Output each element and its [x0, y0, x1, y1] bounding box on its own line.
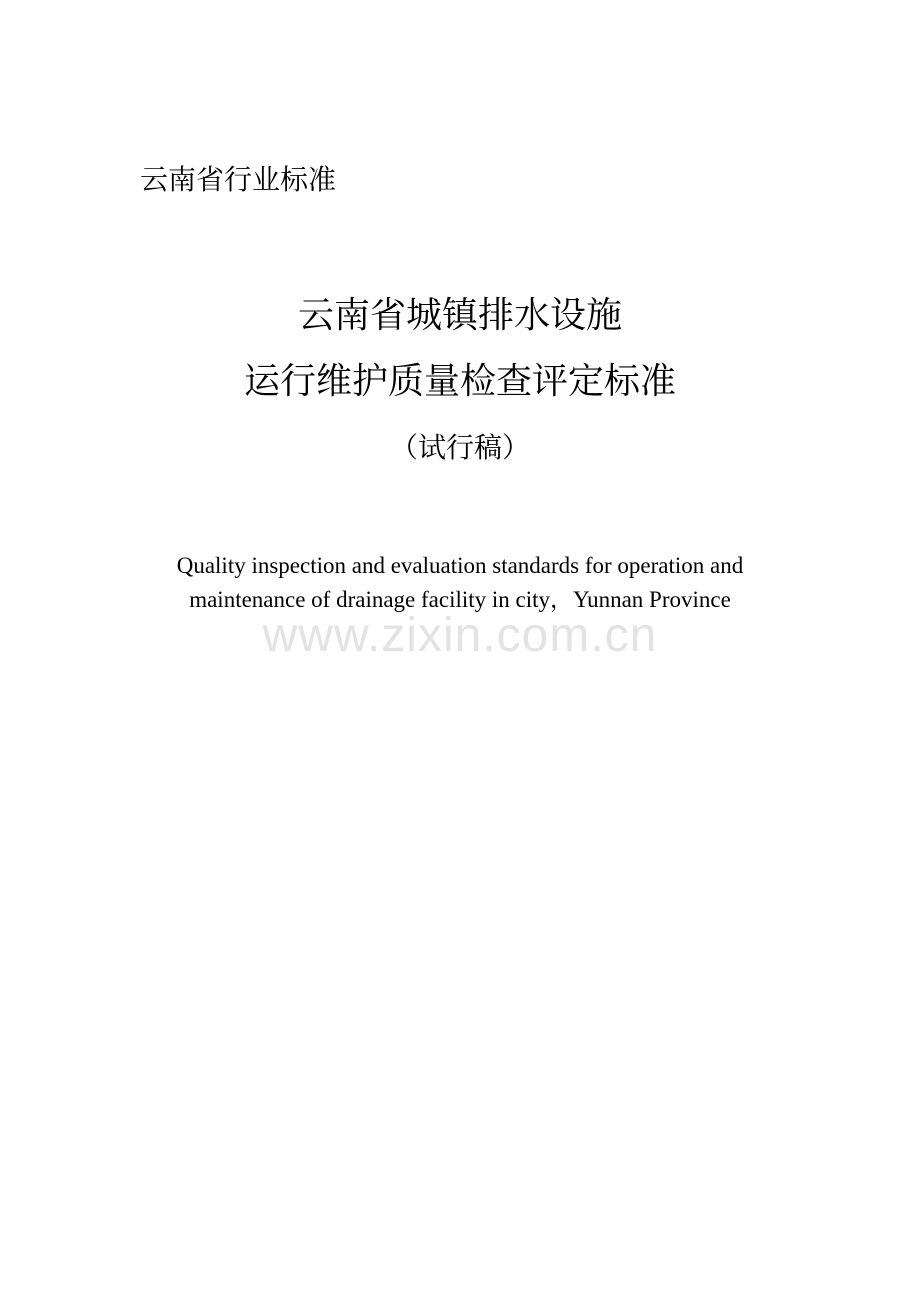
- watermark: www.zixin.com.cn: [262, 609, 658, 662]
- english-title-line-2: maintenance of drainage facility in city，Yunnan Province: [189, 587, 731, 612]
- document-title-line-2: 运行维护质量检查评定标准: [243, 361, 676, 402]
- draft-note: （试行稿）: [389, 431, 530, 464]
- english-title-line-1: Quality inspection and evaluation standards for operation and: [176, 553, 744, 578]
- standard-category: 云南省行业标准: [140, 163, 337, 196]
- document-title-line-1: 云南省城镇排水设施: [297, 295, 622, 336]
